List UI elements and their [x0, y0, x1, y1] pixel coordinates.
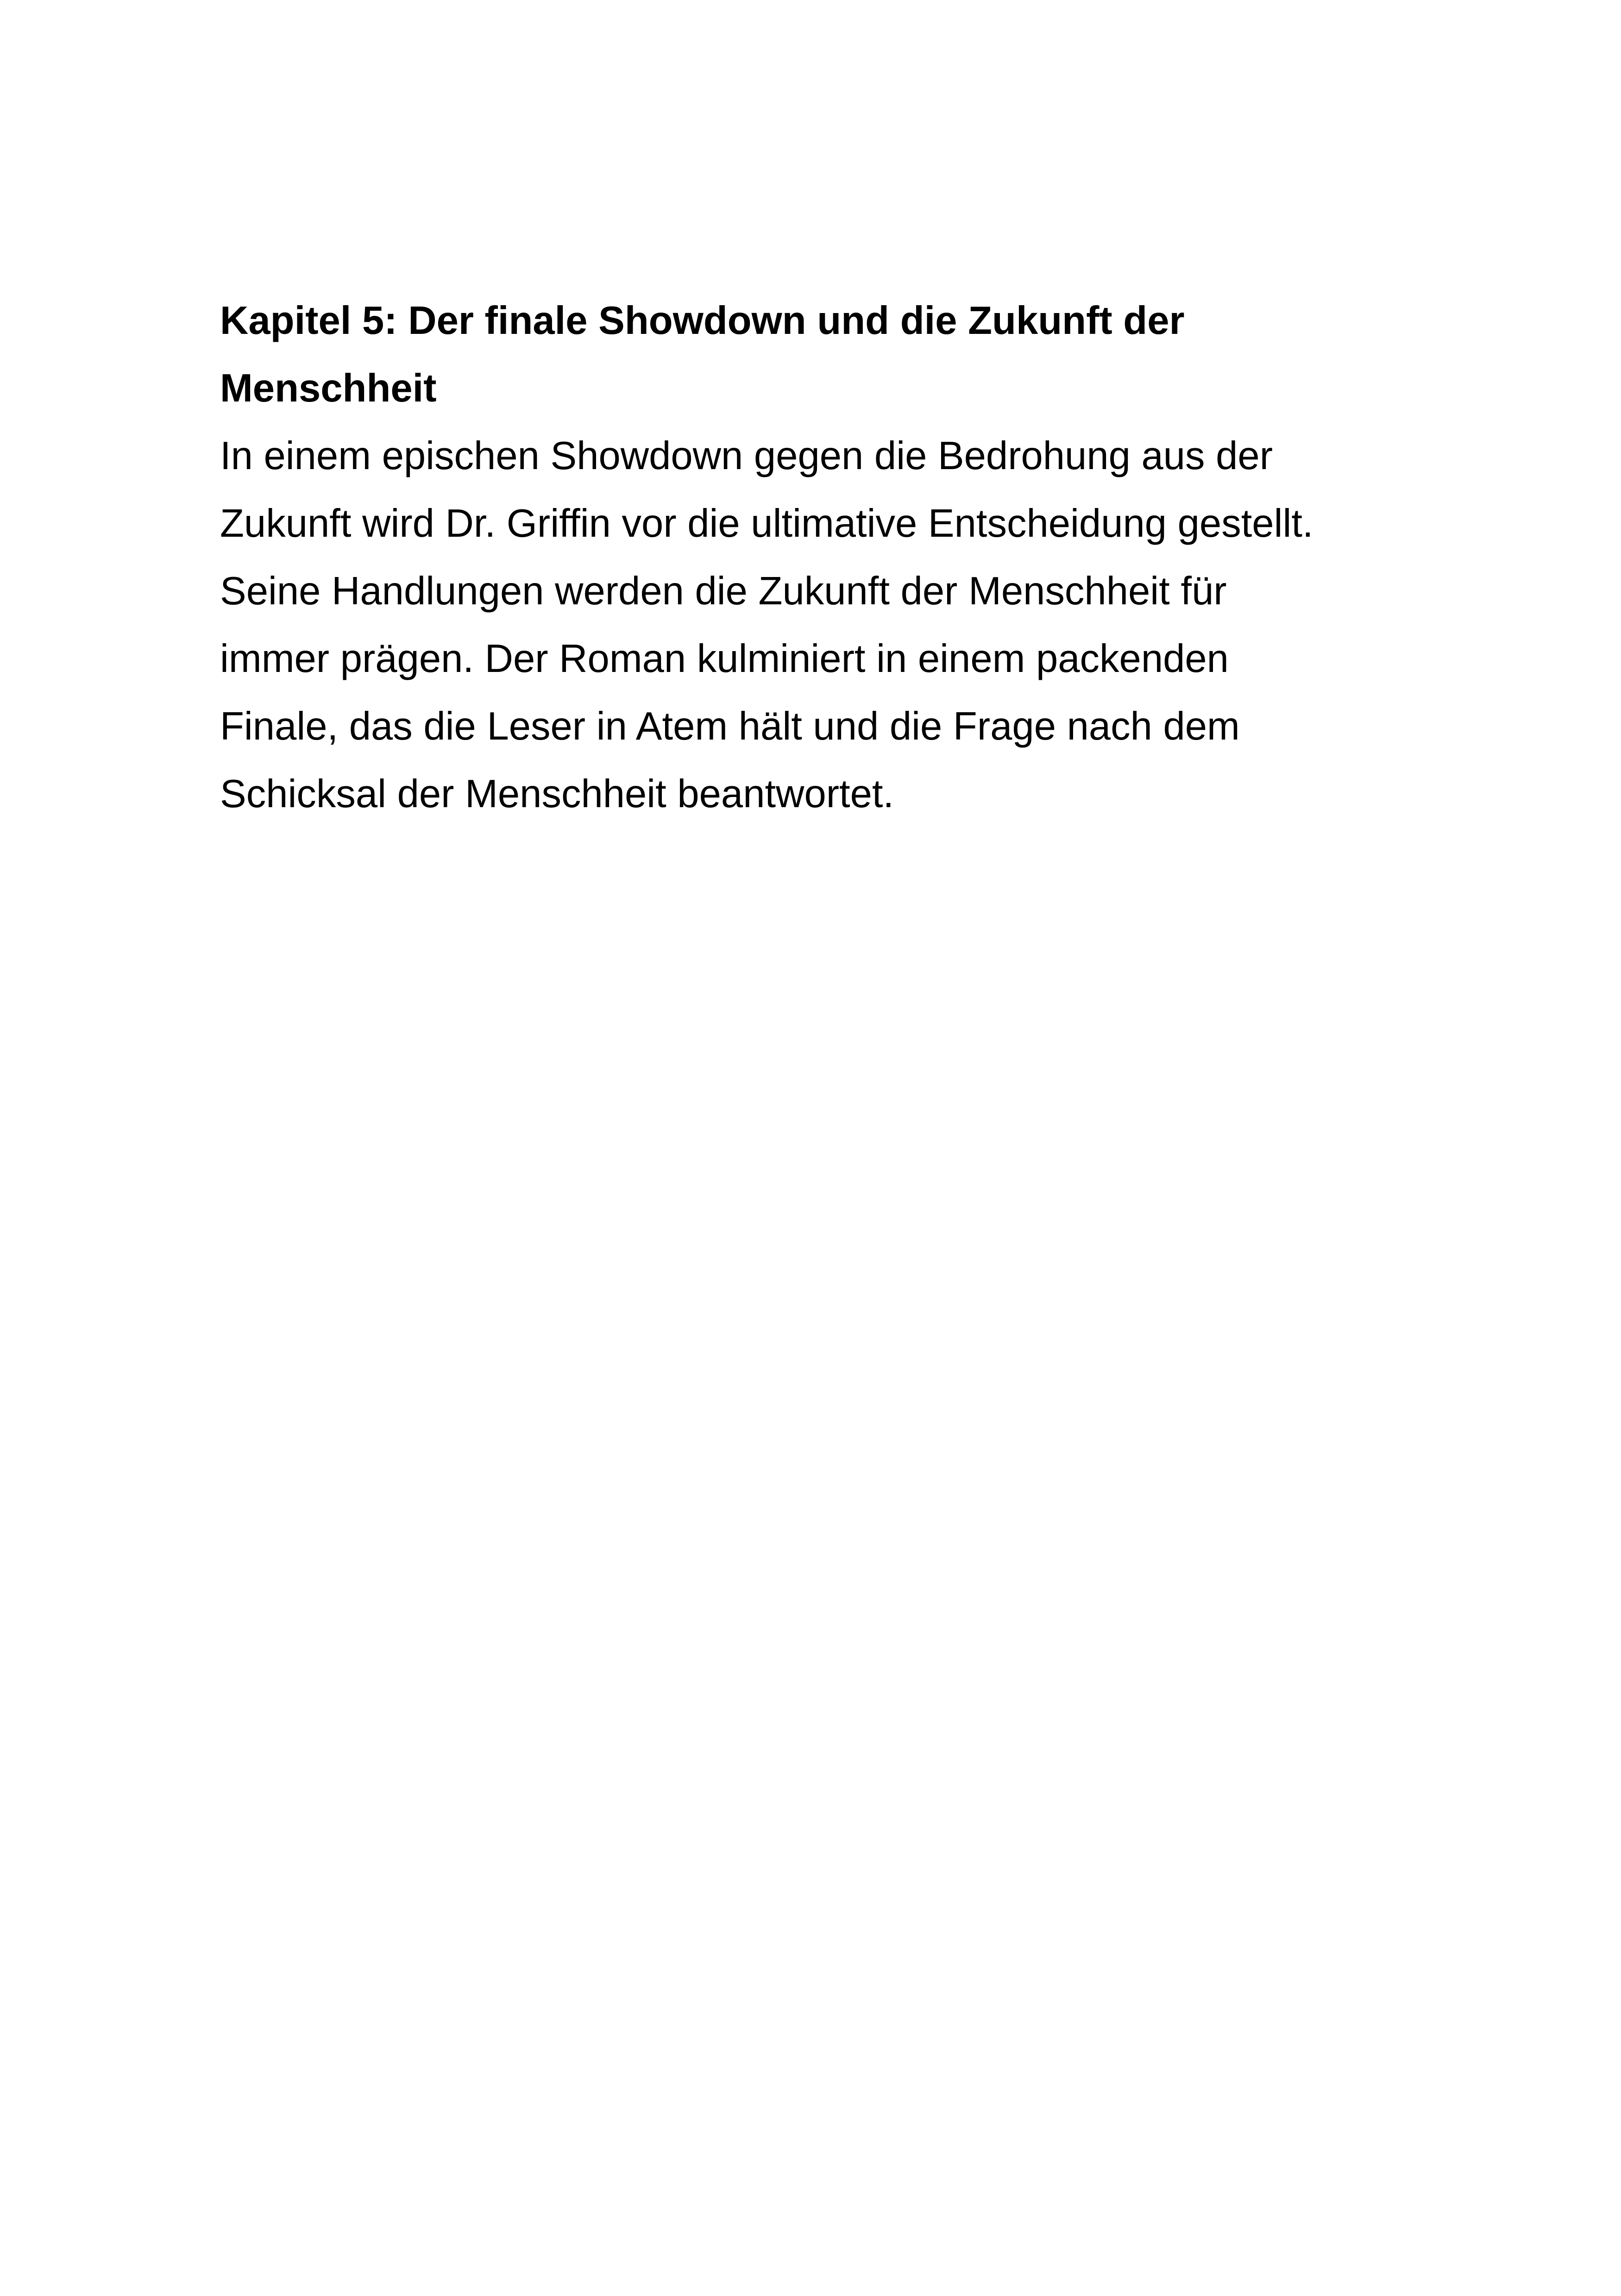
chapter-heading-line: Menschheit	[220, 366, 437, 410]
paragraph-line: Schicksal der Menschheit beantwortet.	[220, 772, 894, 816]
paragraph-line: Zukunft wird Dr. Griffin vor die ultimative Entscheidung gestellt.	[220, 502, 1313, 546]
chapter-heading-line: Kapitel 5: Der finale Showdown und die Zukunft der	[220, 299, 1185, 343]
chapter-body-paragraph	[220, 422, 1424, 828]
paragraph-line: Seine Handlungen werden die Zukunft der Menschheit für	[220, 569, 1227, 613]
paragraph-line: Finale, das die Leser in Atem hält und die Frage nach dem	[220, 704, 1240, 748]
paragraph-line: immer prägen. Der Roman kulminiert in einem packenden	[220, 637, 1229, 681]
paragraph-line: In einem epischen Showdown gegen die Bedrohung aus der	[220, 434, 1273, 478]
chapter-heading	[220, 287, 1424, 422]
page-content	[220, 287, 1424, 828]
